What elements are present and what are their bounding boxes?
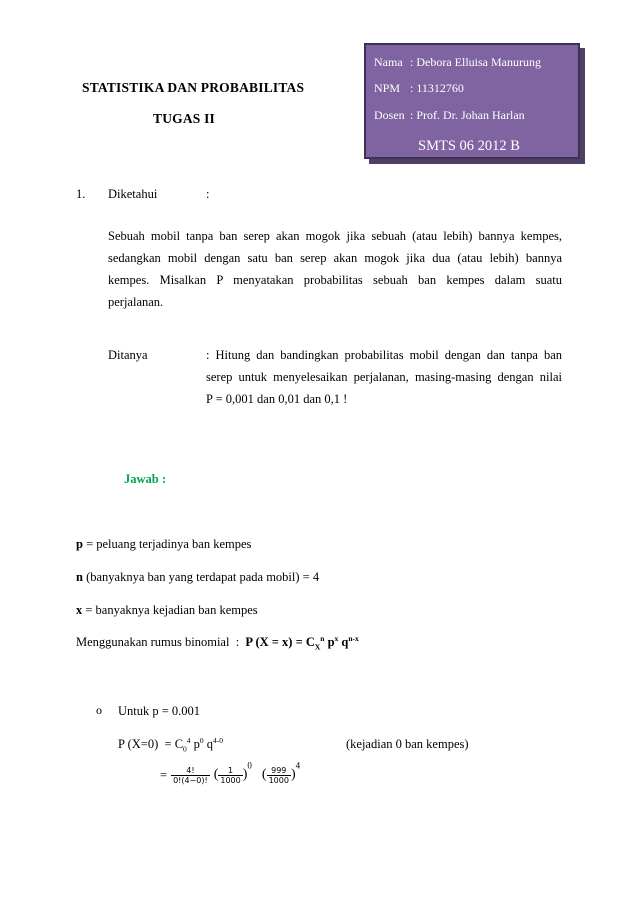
frac-den: 1000 — [220, 775, 241, 785]
frac-den: 1000 — [268, 775, 289, 785]
bullet-icon: o — [96, 703, 102, 717]
assignment-title: TUGAS II — [153, 111, 215, 126]
known-line: sedangkan mobil dengan satu ban serep akan mogok jika dua (atau lebih) bannya — [108, 251, 562, 265]
eq-sup40: 4-0 — [213, 735, 224, 745]
equation-note: (kejadian 0 ban kempes) — [346, 737, 469, 751]
calculation-line — [160, 760, 301, 786]
asked-label: Ditanya — [108, 348, 148, 362]
frac-den: 0!(4−0)! — [173, 775, 208, 785]
course-title: STATISTIKA DAN PROBABILITAS — [82, 80, 305, 95]
formula-sub-x: X — [314, 642, 321, 652]
asked-line: serep untuk menyelesaikan perjalanan, masing-masing dengan nilai — [206, 370, 562, 384]
eq-q: q — [203, 737, 214, 751]
info-box — [364, 43, 580, 159]
paren-open: ( — [261, 767, 267, 782]
exponent-0: 0 — [247, 760, 252, 771]
formula-q: q — [338, 635, 349, 649]
known-label: Diketahui — [108, 187, 158, 201]
case-label: Untuk p = 0.001 — [118, 704, 201, 718]
name-value: : Debora Elluisa Manurung — [410, 55, 541, 69]
dosen-value: : Prof. Dr. Johan Harlan — [410, 108, 525, 122]
formula-sup-n: n — [320, 633, 325, 643]
exponent-4: 4 — [295, 760, 301, 771]
fraction-q — [267, 766, 291, 785]
calc-equals: = — [160, 768, 168, 782]
def-p-text: = peluang terjadinya ban kempes — [82, 537, 252, 551]
npm-value: : 11312760 — [410, 81, 464, 95]
paren-open: ( — [213, 767, 219, 782]
known-line: Sebuah mobil tanpa ban serep akan mogok jika sebuah (atau lebih) bannya kempes, — [108, 229, 562, 243]
definition-p — [76, 533, 251, 555]
fraction-p — [218, 766, 242, 785]
known-text — [108, 225, 562, 313]
asked-line: : Hitung dan bandingkan probabilitas mobil dengan dan tanpa ban — [206, 348, 562, 362]
definition-x — [76, 599, 258, 621]
frac-num: 1 — [218, 766, 242, 776]
formula-p: p — [324, 635, 335, 649]
frac-num: 999 — [267, 766, 291, 776]
question-number: 1. — [76, 187, 86, 201]
formula-intro: Menggunakan rumus binomial : — [76, 635, 246, 649]
definition-n — [76, 566, 319, 588]
var-p: p — [76, 537, 83, 551]
known-colon: : — [206, 187, 210, 201]
paren-close: ) — [290, 767, 296, 782]
known-line: perjalanan. — [108, 295, 164, 309]
def-n-text: (banyaknya ban yang terdapat pada mobil) = 4 — [82, 570, 320, 584]
dosen-label: Dosen — [374, 108, 405, 122]
formula-sup-nx: n-x — [348, 633, 359, 643]
npm-label: NPM — [374, 81, 401, 95]
formula-main — [245, 633, 359, 652]
def-x-text: = banyaknya kejadian ban kempes — [82, 603, 258, 617]
eq-sub0: 0 — [183, 744, 187, 754]
semester-label: SMTS 06 2012 B — [418, 138, 520, 154]
eq-sup0: 0 — [199, 735, 204, 745]
eq-lhs: P (X=0) = C — [118, 737, 184, 751]
formula-lhs: P (X = x) = C — [245, 635, 315, 649]
asked-line: P = 0,001 dan 0,01 dan 0,1 ! — [206, 392, 348, 406]
equation-line — [118, 733, 223, 755]
name-label: Nama — [374, 55, 403, 69]
asked-text — [206, 344, 562, 410]
name-row — [374, 55, 541, 70]
dosen-row — [374, 108, 525, 123]
var-x: x — [76, 603, 83, 617]
eq-p: p — [190, 737, 200, 751]
paren-close: ) — [242, 767, 248, 782]
eq-sup4: 4 — [186, 735, 191, 745]
frac-num: 4! — [171, 766, 210, 776]
binomial-formula — [76, 631, 359, 653]
npm-row — [374, 81, 464, 96]
var-n: n — [76, 570, 83, 584]
known-line: kempes. Misalkan P menyatakan probabilitas sebuah ban kempes dalam suatu — [108, 273, 562, 287]
formula-sup-x: x — [334, 633, 339, 643]
fraction-factorial — [171, 766, 210, 785]
answer-label: Jawab : — [124, 472, 167, 486]
